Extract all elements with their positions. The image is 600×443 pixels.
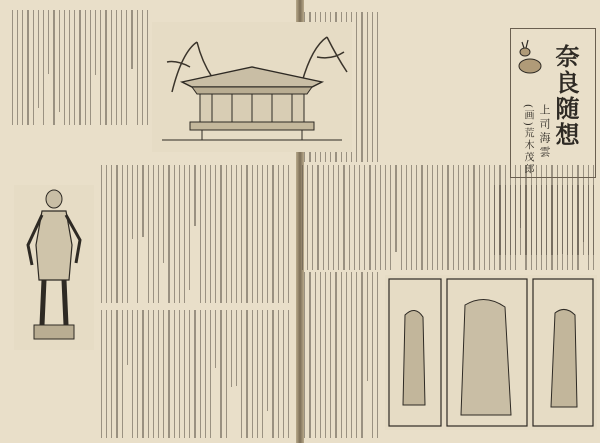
text-line (189, 165, 190, 290)
text-line (328, 165, 329, 270)
text-line (377, 12, 378, 162)
text-line (325, 272, 326, 438)
text-line (200, 310, 201, 438)
text-line (577, 185, 578, 255)
text-line (158, 165, 159, 303)
text-line (359, 165, 360, 270)
text-line (116, 10, 117, 125)
text-line (43, 10, 44, 125)
text-line (551, 185, 552, 255)
text-line (257, 310, 258, 438)
text-line (241, 165, 242, 303)
temple-illustration (152, 22, 352, 152)
text-line (302, 165, 303, 270)
text-line (231, 310, 232, 387)
article-title: 奈良随想 (551, 44, 580, 148)
text-line (406, 165, 407, 270)
text-line (246, 310, 247, 438)
text-line (127, 310, 128, 365)
text-line (453, 165, 454, 270)
text-line (593, 185, 594, 255)
text-line (33, 10, 34, 125)
text-line (283, 165, 284, 303)
text-block-left-lower (96, 310, 291, 438)
text-line (121, 10, 122, 125)
text-line (338, 165, 339, 270)
text-line (520, 185, 521, 255)
text-line (163, 165, 164, 263)
text-line (153, 310, 154, 438)
text-line (288, 165, 289, 303)
text-line (367, 12, 368, 162)
text-line (200, 165, 201, 303)
text-line (531, 185, 532, 255)
text-line (479, 165, 480, 270)
text-line (354, 165, 355, 270)
text-line (189, 310, 190, 438)
text-line (210, 310, 211, 438)
text-line (343, 165, 344, 270)
text-line (194, 165, 195, 226)
text-block-left-upper (8, 10, 150, 125)
text-line (427, 165, 428, 270)
text-line (546, 185, 547, 255)
text-line (557, 185, 558, 255)
text-line (262, 165, 263, 303)
text-line (106, 310, 107, 438)
text-line (101, 310, 102, 438)
text-line (473, 165, 474, 270)
text-line (333, 165, 334, 270)
text-line (463, 165, 464, 270)
author-name: 上司海雲 (538, 104, 551, 160)
text-line (184, 310, 185, 438)
text-line (315, 272, 316, 438)
text-line (116, 165, 117, 303)
text-line (572, 185, 573, 255)
text-line (320, 272, 321, 438)
text-line (168, 165, 169, 303)
text-line (236, 165, 237, 303)
text-line (174, 310, 175, 438)
text-line (105, 10, 106, 125)
text-line (85, 10, 86, 125)
text-line (288, 310, 289, 438)
text-line (174, 165, 175, 303)
text-line (147, 10, 148, 125)
text-line (137, 10, 138, 125)
text-line (142, 165, 143, 237)
text-line (158, 310, 159, 438)
text-line (505, 185, 506, 255)
text-line (100, 10, 101, 125)
text-line (122, 310, 123, 438)
text-line (168, 310, 169, 438)
text-line (184, 165, 185, 303)
text-line (74, 10, 75, 125)
text-line (236, 310, 237, 386)
text-line (351, 272, 352, 438)
text-line (458, 165, 459, 270)
text-line (278, 165, 279, 303)
text-line (421, 165, 422, 270)
text-line (111, 10, 112, 125)
text-line (395, 165, 396, 252)
text-line (179, 165, 180, 303)
text-line (179, 310, 180, 438)
text-line (163, 310, 164, 438)
text-line (111, 310, 112, 438)
text-line (411, 165, 412, 270)
text-line (377, 272, 378, 438)
text-line (210, 165, 211, 303)
text-line (272, 165, 273, 303)
text-line (22, 10, 23, 125)
text-line (226, 310, 227, 438)
text-line (64, 10, 65, 125)
text-line (27, 10, 28, 125)
text-line (215, 310, 216, 368)
text-line (330, 272, 331, 438)
text-line (367, 272, 368, 381)
text-line (127, 165, 128, 303)
guardian-statue-illustration (14, 185, 94, 350)
text-line (132, 165, 133, 239)
text-line (401, 165, 402, 270)
text-line (59, 10, 60, 112)
text-line (349, 165, 350, 270)
text-line (257, 165, 258, 303)
text-line (442, 165, 443, 270)
text-line (304, 272, 305, 438)
text-line (525, 185, 526, 255)
text-block-right-lower (300, 272, 380, 438)
text-line (194, 310, 195, 438)
text-line (122, 165, 123, 303)
text-block-left-mid (96, 165, 291, 303)
text-line (131, 10, 132, 69)
text-line (309, 272, 310, 438)
text-line (95, 10, 96, 75)
text-line (369, 165, 370, 270)
text-line (142, 10, 143, 125)
text-line (205, 310, 206, 438)
text-line (153, 165, 154, 303)
text-line (307, 165, 308, 270)
text-line (385, 165, 386, 270)
text-line (484, 165, 485, 270)
text-line (116, 310, 117, 438)
text-line (416, 165, 417, 270)
text-line (278, 310, 279, 438)
text-line (241, 310, 242, 438)
text-line (272, 310, 273, 438)
text-line (447, 165, 448, 270)
text-line (90, 10, 91, 125)
text-line (148, 310, 149, 438)
text-line (515, 185, 516, 255)
text-line (494, 185, 495, 255)
text-line (79, 10, 80, 125)
text-line (215, 165, 216, 303)
text-line (541, 185, 542, 255)
text-line (252, 310, 253, 438)
text-line (48, 10, 49, 74)
text-line (356, 12, 357, 162)
text-line (489, 165, 490, 270)
text-line (252, 165, 253, 303)
text-line (510, 185, 511, 255)
text-line (101, 165, 102, 303)
text-line (432, 165, 433, 270)
text-line (437, 165, 438, 270)
text-line (267, 310, 268, 411)
text-line (142, 310, 143, 438)
text-line (226, 165, 227, 303)
text-line (106, 165, 107, 303)
text-line (246, 165, 247, 303)
text-line (69, 10, 70, 125)
text-line (38, 10, 39, 108)
text-line (126, 10, 127, 125)
text-line (372, 272, 373, 438)
text-line (346, 272, 347, 438)
text-line (283, 310, 284, 438)
text-line (231, 165, 232, 303)
text-line (220, 165, 221, 303)
text-line (53, 10, 54, 125)
text-line (562, 185, 563, 254)
text-line (312, 165, 313, 270)
text-line (220, 310, 221, 438)
text-line (536, 185, 537, 255)
text-line (361, 272, 362, 438)
text-line (17, 10, 18, 125)
text-line (361, 12, 362, 162)
text-line (375, 165, 376, 270)
text-line (137, 165, 138, 303)
text-line (111, 165, 112, 303)
text-line (380, 165, 381, 270)
text-line (205, 165, 206, 303)
text-line (499, 185, 500, 255)
text-block-right-small (492, 185, 596, 255)
text-line (323, 165, 324, 270)
text-line (588, 185, 589, 255)
text-line (262, 310, 263, 438)
text-line (148, 165, 149, 303)
text-line (583, 185, 584, 255)
text-line (317, 165, 318, 270)
text-line (137, 310, 138, 438)
text-line (267, 165, 268, 303)
text-line (356, 272, 357, 438)
text-line (372, 12, 373, 162)
buddhist-figures-illustration (385, 275, 597, 430)
text-line (468, 165, 469, 270)
text-line (567, 185, 568, 255)
text-line (12, 10, 13, 125)
text-line (335, 272, 336, 438)
text-line (364, 165, 365, 270)
text-line (390, 165, 391, 270)
illustrator-name: (画)荒木茂郎 (522, 104, 533, 176)
text-line (132, 310, 133, 438)
text-line (341, 272, 342, 438)
